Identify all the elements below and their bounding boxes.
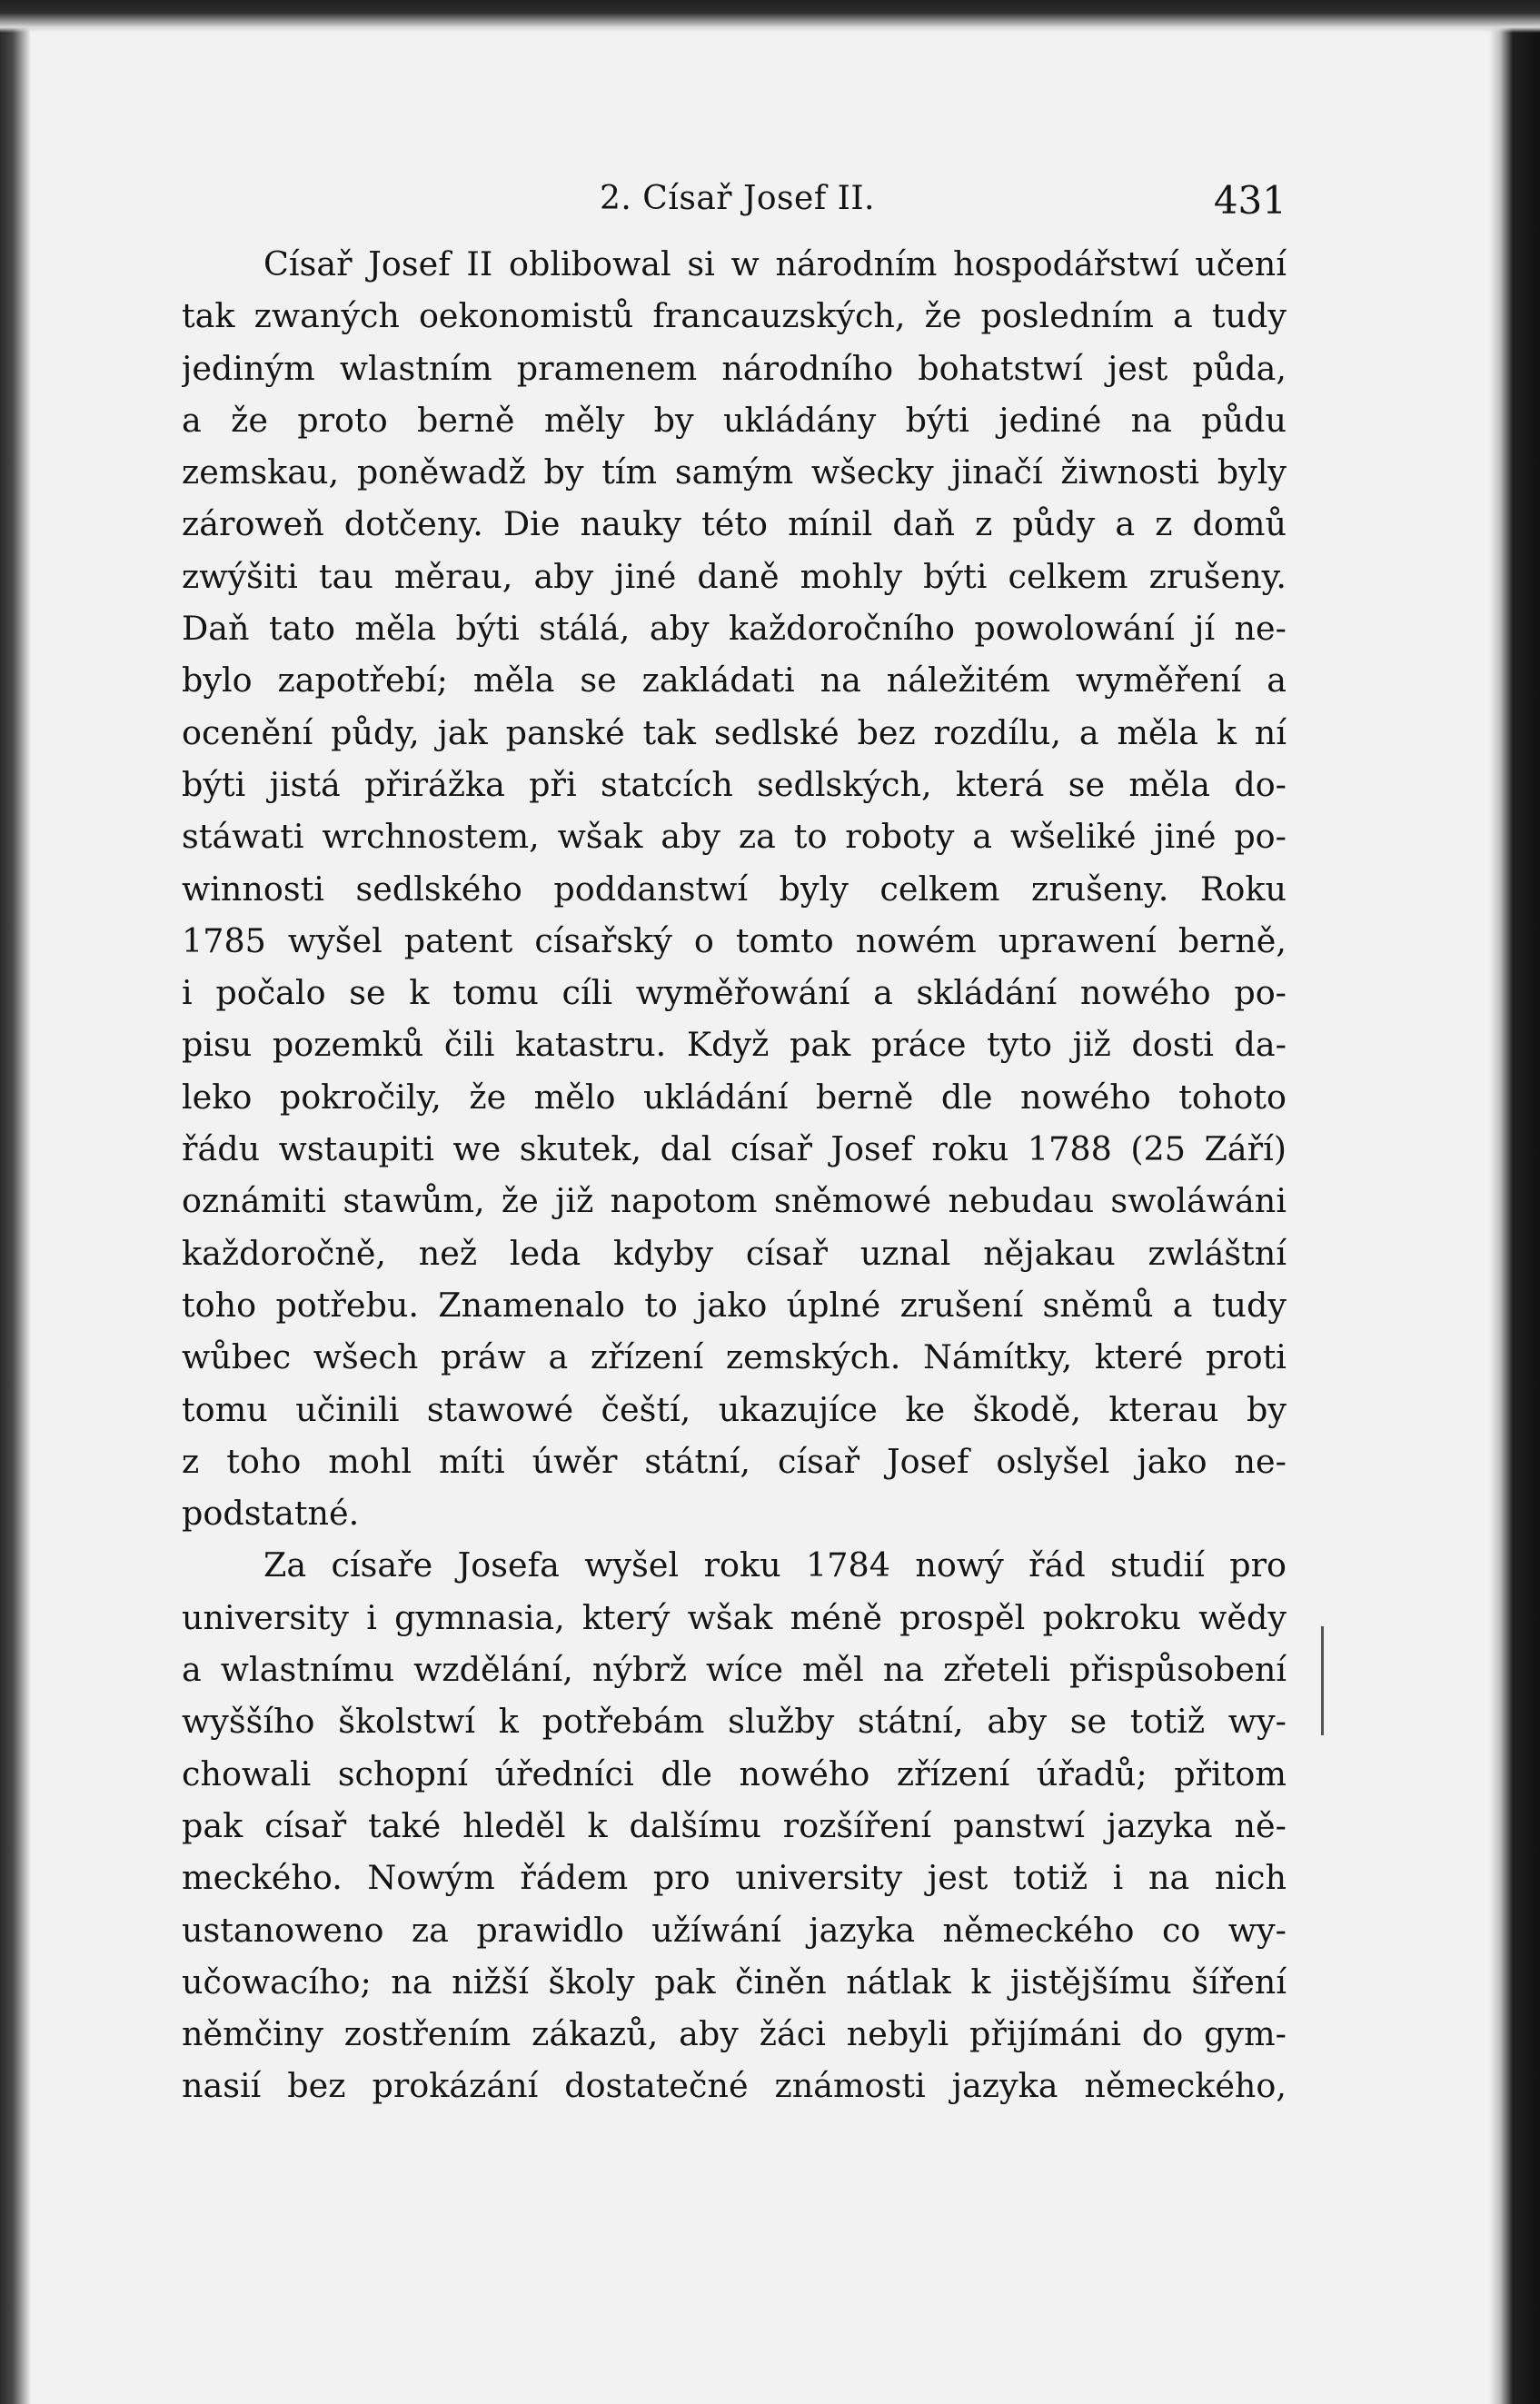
scan-right-edge [1489, 0, 1540, 2404]
running-head [182, 173, 1287, 227]
text-line: učowacího; na nižší školy pak činěn nátlak k jistějšímu šíření [182, 1962, 1287, 2002]
text-line: wyššího školstwí k potřebám služby státní, aby se totiž wy- [182, 1702, 1287, 1742]
text-line: z toho mohl míti úwěr státní, císař Josef oslyšel jako ne- [182, 1441, 1287, 1481]
paragraph-1 [182, 238, 1287, 1539]
text-line: oznámiti stawům, že již napotom sněmowé nebudau swoláwáni [182, 1181, 1287, 1221]
text-line: jediným wlastním pramenem národního bohatstwí jest půda, [182, 348, 1287, 388]
text-line: řádu wstaupiti we skutek, dal císař Josef roku 1788 (25 Září) [182, 1129, 1287, 1169]
text-line: pak císař také hleděl k dalšímu rozšíření panstwí jazyka ně- [182, 1805, 1287, 1845]
text-line: Císař Josef II oblibowal si w národním hospodářstwí učení [263, 244, 1287, 283]
scan-top-edge [0, 0, 1540, 33]
text-line: a že proto berně měly by ukládány býti jediné na půdu [182, 400, 1287, 440]
text-line: zároweň dotčeny. Die nauky této mínil daň z půdy a z domů [182, 504, 1287, 544]
text-line: ustanoweno za prawidlo užíwání jazyka německého co wy- [182, 1910, 1287, 1950]
book-page [182, 173, 1287, 2112]
text-line: zwýšiti tau měrau, aby jiné daně mohly býti celkem zrušeny. [182, 556, 1287, 596]
text-line: university i gymnasia, který wšak méně prospěl pokroku wědy [182, 1597, 1287, 1637]
text-line: meckého. Nowým řádem pro university jest totiž i na nich [182, 1858, 1287, 1898]
text-line: chowali schopní úředníci dle nowého zřízení úřadů; přitom [182, 1753, 1287, 1793]
text-line: každoročně, než leda kdyby císař uznal nějakau zwláštní [182, 1233, 1287, 1273]
text-line: 1785 wyšel patent císařský o tomto nowém uprawení berně, [182, 920, 1287, 960]
text-line: i počalo se k tomu cíli wyměřowání a skládání nowého po- [182, 973, 1287, 1013]
text-line: stáwati wrchnostem, wšak aby za to roboty a wšeliké jiné po- [182, 817, 1287, 857]
text-line: Daň tato měla býti stálá, aby každoročního powolowání jí ne- [182, 609, 1287, 649]
text-line: býti jistá přirážka při statcích sedlských, která se měla do- [182, 764, 1287, 804]
text-line: toho potřebu. Znamenalo to jako úplné zrušení sněmů a tudy [182, 1285, 1287, 1325]
text-line: Za císaře Josefa wyšel roku 1784 nowý řád studií pro [263, 1545, 1287, 1585]
text-line: nasií bez prokázání dostatečné známosti jazyka německého, [182, 2066, 1287, 2106]
text-line: bylo zapotřebí; měla se zakládati na náležitém wyměření a [182, 661, 1287, 700]
text-line: tak zwaných oekonomistů francauzských, že posledním a tudy [182, 296, 1287, 336]
page-number: 431 [1213, 178, 1287, 223]
text-line: winnosti sedlského poddanstwí byly celkem zrušeny. Roku [182, 869, 1287, 909]
running-head-title: 2. Císař Josef II. [600, 180, 875, 217]
text-line: němčiny zostřením zákazů, aby žáci nebyli přijímáni do gym- [182, 2014, 1287, 2054]
text-line: a wlastnímu wzdělání, nýbrž wíce měl na zřeteli přispůsobení [182, 1650, 1287, 1690]
text-line: tomu učinili stawowé čeští, ukazujíce ke škodě, kterau by [182, 1389, 1287, 1429]
text-line: pisu pozemků čili katastru. Když pak práce tyto již dosti da- [182, 1025, 1287, 1065]
text-line: leko pokročily, že mělo ukládání berně dle nowého tohoto [182, 1077, 1287, 1117]
scan-left-edge [0, 0, 31, 2404]
text-line: podstatné. [182, 1494, 360, 1534]
text-line: zemskau, poněwadž by tím samým wšecky jinačí žiwnosti byly [182, 452, 1287, 492]
margin-mark [1321, 1626, 1324, 1735]
text-line: wůbec wšech práw a zřízení zemských. Námítky, které proti [182, 1337, 1287, 1377]
paragraph-2 [182, 1539, 1287, 2111]
text-line: ocenění půdy, jak panské tak sedlské bez rozdílu, a měla k ní [182, 712, 1287, 752]
